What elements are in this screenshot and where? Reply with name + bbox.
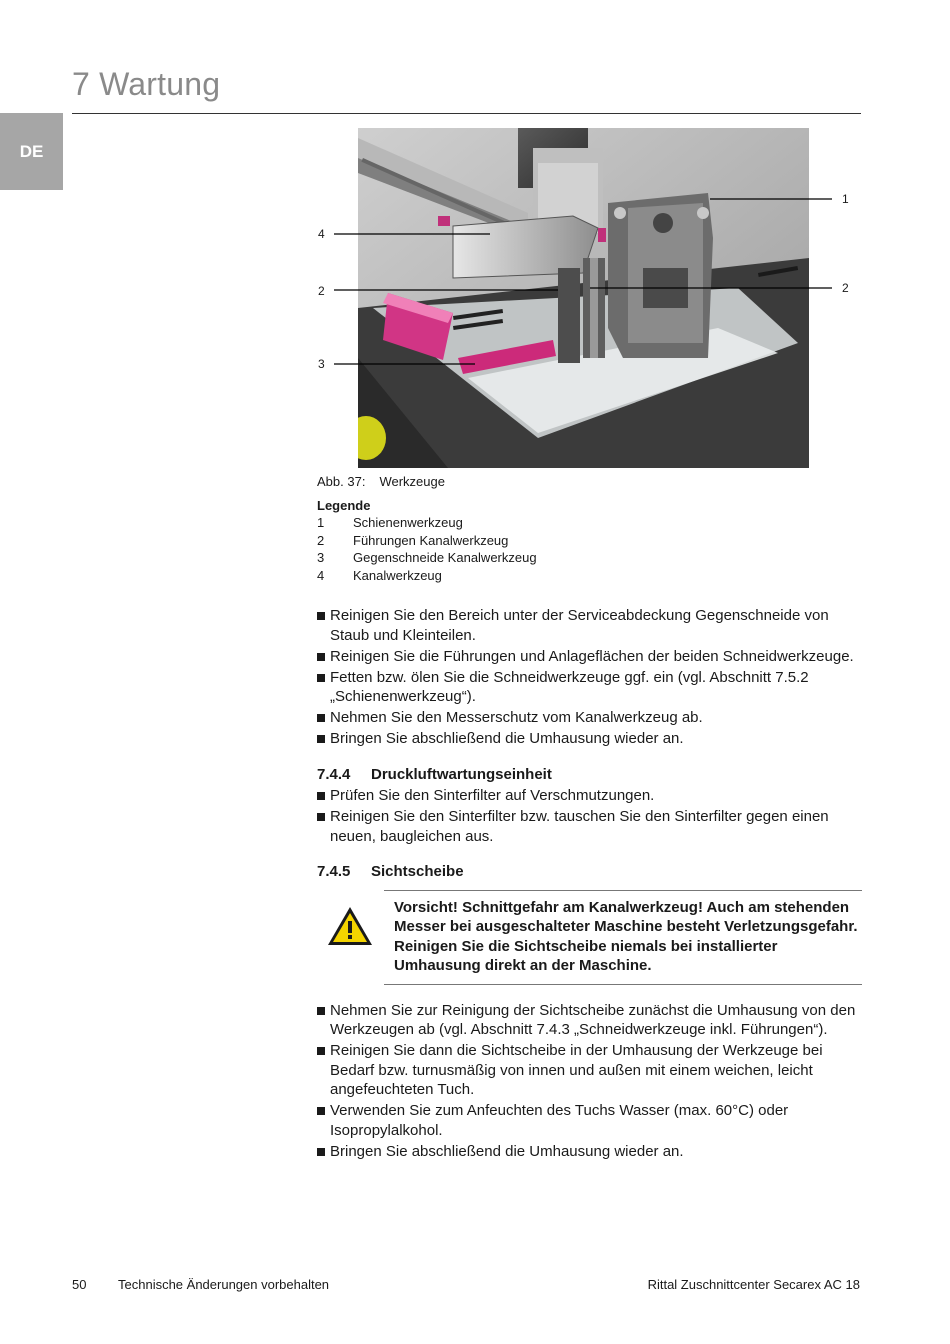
list-item: Prüfen Sie den Sinterfilter auf Verschmutzungen. xyxy=(317,786,862,806)
warning-text: Vorsicht! Schnittgefahr am Kanalwerkzeug! Auch am stehenden Messer bei ausgeschalteter Maschine besteht Verletzungsgefahr. Reinigen Sie die Sichtscheibe niemals bei installierter Umhausung direkt an der Maschine. xyxy=(394,898,858,974)
section-heading-744: 7.4.4 Druckluftwartungseinheit xyxy=(317,765,552,783)
footer-left-text: Technische Änderungen vorbehalten xyxy=(118,1277,330,1292)
section-744-bullet-list xyxy=(317,786,862,846)
legend-title: Legende xyxy=(317,498,371,513)
page-number: 50 xyxy=(72,1277,87,1292)
caption-text: Werkzeuge xyxy=(379,474,445,489)
list-item: Bringen Sie abschließend die Umhausung wieder an. xyxy=(317,729,862,749)
main-content xyxy=(317,606,862,1163)
caption-number: Abb. 37: xyxy=(317,474,366,489)
list-item: Bringen Sie abschließend die Umhausung wieder an. xyxy=(317,1142,862,1162)
list-item: Nehmen Sie zur Reinigung der Sichtscheibe zunächst die Umhausung von den Werkzeugen ab (vgl. Abschnitt 7.4.3 „Schneidwerkzeuge inkl. Führungen“). xyxy=(317,1001,862,1040)
list-item: Nehmen Sie den Messerschutz vom Kanalwerkzeug ab. xyxy=(317,708,862,728)
figure-caption xyxy=(317,474,445,489)
language-tab: DE xyxy=(0,113,63,190)
callout-2-right: 2 xyxy=(842,281,849,295)
section-745-bullet-list xyxy=(317,1001,862,1162)
callout-1: 1 xyxy=(842,192,849,206)
list-item: Reinigen Sie den Bereich unter der Serviceabdeckung Gegenschneide von Staub und Kleinteilen. xyxy=(317,606,862,645)
list-item: Reinigen Sie die Führungen und Anlageflächen der beiden Schneidwerkzeuge. xyxy=(317,647,862,667)
legend-item: 1 Schienenwerkzeug xyxy=(317,515,463,530)
section-heading-745: 7.4.5 Sichtscheibe xyxy=(317,863,464,880)
title-divider xyxy=(72,113,861,114)
callout-3: 3 xyxy=(318,357,325,371)
legend xyxy=(317,498,537,584)
warning-box xyxy=(384,890,862,985)
list-item: Verwenden Sie zum Anfeuchten des Tuchs Wasser (max. 60°C) oder Isopropylalkohol. xyxy=(317,1101,862,1140)
list-item: Reinigen Sie dann die Sichtscheibe in der Umhausung der Werkzeuge bei Bedarf bzw. turnusmäßig von innen und außen mit einem weichen, leicht angefeuchteten Tuch. xyxy=(317,1041,862,1100)
list-item: Fetten bzw. ölen Sie die Schneidwerkzeuge ggf. ein (vgl. Abschnitt 7.5.2 „Schienenwerkzeug“). xyxy=(317,668,862,707)
callout-4: 4 xyxy=(318,227,325,241)
legend-item: 4 Kanalwerkzeug xyxy=(317,567,442,583)
footer-right-text: Rittal Zuschnittcenter Secarex AC 18 xyxy=(647,1277,860,1292)
legend-item: 2 Führungen Kanalwerkzeug xyxy=(317,532,509,548)
intro-bullet-list xyxy=(317,606,862,749)
list-item: Reinigen Sie den Sinterfilter bzw. tauschen Sie den Sinterfilter gegen einen neuen, baugleichen aus. xyxy=(317,807,862,846)
warning-triangle-icon xyxy=(326,905,374,947)
legend-item: 3 Gegenschneide Kanalwerkzeug xyxy=(317,550,537,566)
page-title: 7 Wartung xyxy=(72,66,221,102)
callout-2-left: 2 xyxy=(318,284,325,298)
callout-lines xyxy=(300,180,860,380)
